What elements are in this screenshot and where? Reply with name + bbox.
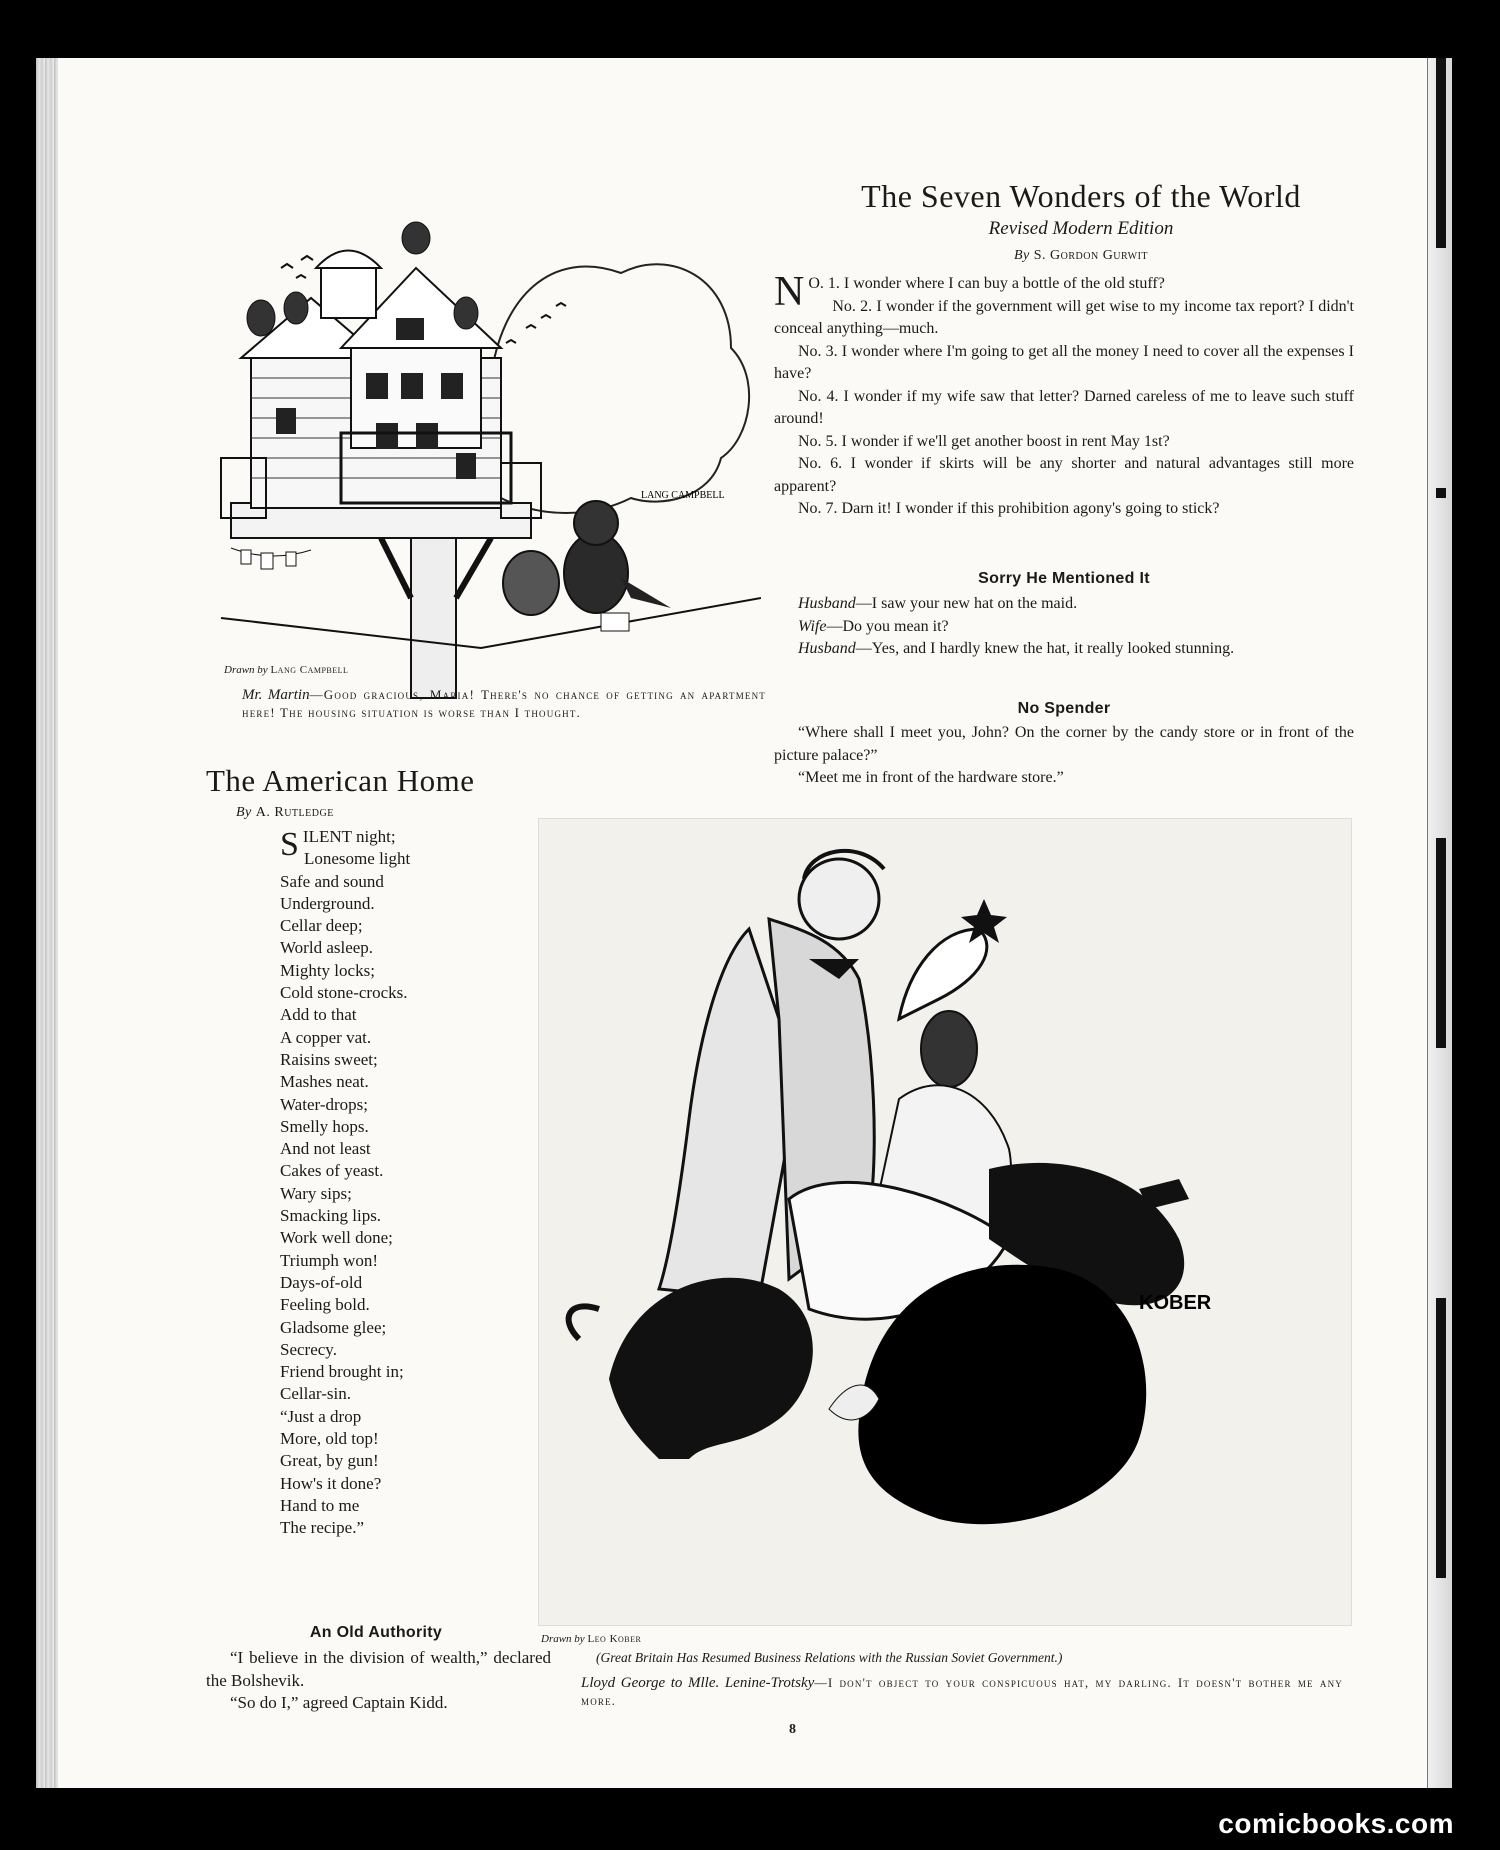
bottom-cartoon-credit: Drawn by Leo Kober [541,1633,642,1645]
american-home-title: The American Home [206,763,475,798]
old-authority-body: “I believe in the division of wealth,” declared the Bolshevik. “So do I,” agreed Captain Kidd. [206,1648,551,1712]
page-number: 8 [789,1722,796,1737]
sorry-body: Husband—I saw your new hat on the maid. Wife—Do you mean it? Husband—Yes, and I hardly knew the hat, it really looked stunning. [798,595,1235,657]
sorry-heading: Sorry He Mentioned It [978,570,1150,587]
wonder-item: No. 4. I wonder if my wife saw that letter? Darned careless of me to leave such stuff around! [774,387,1354,427]
dropcap-n: N [774,269,805,315]
wonder-item: No. 3. I wonder where I'm going to get all the money I need to cover all the expenses I have? [774,342,1354,382]
wonder-item: No. 7. Darn it! I wonder if this prohibition agony's going to stick? [798,500,1220,517]
american-home-poem: SILENT night; Lonesome light Safe and sound Underground. Cellar deep; World asleep. Mighty locks; Cold stone-crocks. Add to that A copper vat. Raisins sweet; Mashes neat. Water-drops; Smelly hops. And not least Cakes of yeast. Wary sips; Smacking lips. Work well done; Triumph won! Days-of-old Feeling bold. Gladsome glee; Secrecy. Friend brought in; Cellar-sin. “Just a drop More, old top! Great, by gun! How's it done? Hand to me The recipe.” [280,826,411,1538]
old-authority-heading: An Old Authority [309,1624,443,1641]
american-home-byline: By A. Rutledge [236,805,334,820]
dropcap-s: S [280,826,299,863]
seven-wonders-subtitle: Revised Modern Edition [988,218,1174,239]
seven-wonders-body: N O. 1. I wonder where I can buy a bottle of the old stuff? No. 2. I wonder if the government will get wise to my income tax report? I didn't conceal anything—much. No. 3. I wonder where I'm going to get all the money I need to cover all the expenses I have? No. 4. I wonder if my wife saw that letter? Darned careless of me to leave such stuff around! No. 5. I wonder if we'll get another boost in rent May 1st? No. 6. I wonder if skirts will be any shorter and natural advantages still more apparent? No. 7. Darn it! I wonder if this prohibition agony's going to stick? [774,273,1354,521]
no-spender-body: “Where shall I meet you, John? On the corner by the candy store or in front of the picture palace?” “Meet me in front of the hardware store.” [774,724,1354,786]
bottom-cartoon-note: (Great Britain Has Resumed Business Relations with the Russian Soviet Government.) [596,1650,1063,1665]
wonder-item: No. 6. I wonder if skirts will be any shorter and natural advantages still more apparent? [774,455,1354,495]
site-watermark: comicbooks.com [1218,1808,1454,1839]
bottom-cartoon-caption: Lloyd George to Mlle. Lenine-Trotsky—I don't object to your conspicuous hat, my darling. It doesn't bother me any more. [581,1675,1344,1708]
wonder-item: No. 2. I wonder if the government will get wise to my income tax report? I didn't conceal anything—much. [774,297,1354,337]
top-cartoon-credit: Drawn by Lang Campbell [224,664,349,676]
kober-cartoon [538,818,1352,1626]
top-cartoon-speaker: Mr. Martin [242,687,310,703]
wonder-item: No. 5. I wonder if we'll get another boost in rent May 1st? [798,432,1170,450]
magazine-page [36,58,1452,1788]
right-page-edge [1427,58,1452,1788]
top-cartoon-caption: Mr. Martin—Good gracious, Maria! There's no chance of getting an apartment here! The housing situation is worse than I thought. [242,687,766,720]
seven-wonders-title: The Seven Wonders of the World [861,178,1301,214]
seven-wonders-byline: By S. Gordon Gurwit [1013,248,1149,263]
page-binding [36,58,58,1788]
lang-campbell-signature: LANG CAMPBELL [641,490,725,501]
kober-signature: KOBER [1139,1292,1212,1314]
bottom-cartoon-speaker: Lloyd George to Mlle. Lenine-Trotsky [581,1675,815,1691]
birdhouse-cartoon [201,178,761,718]
no-spender-heading: No Spender [1017,700,1111,717]
